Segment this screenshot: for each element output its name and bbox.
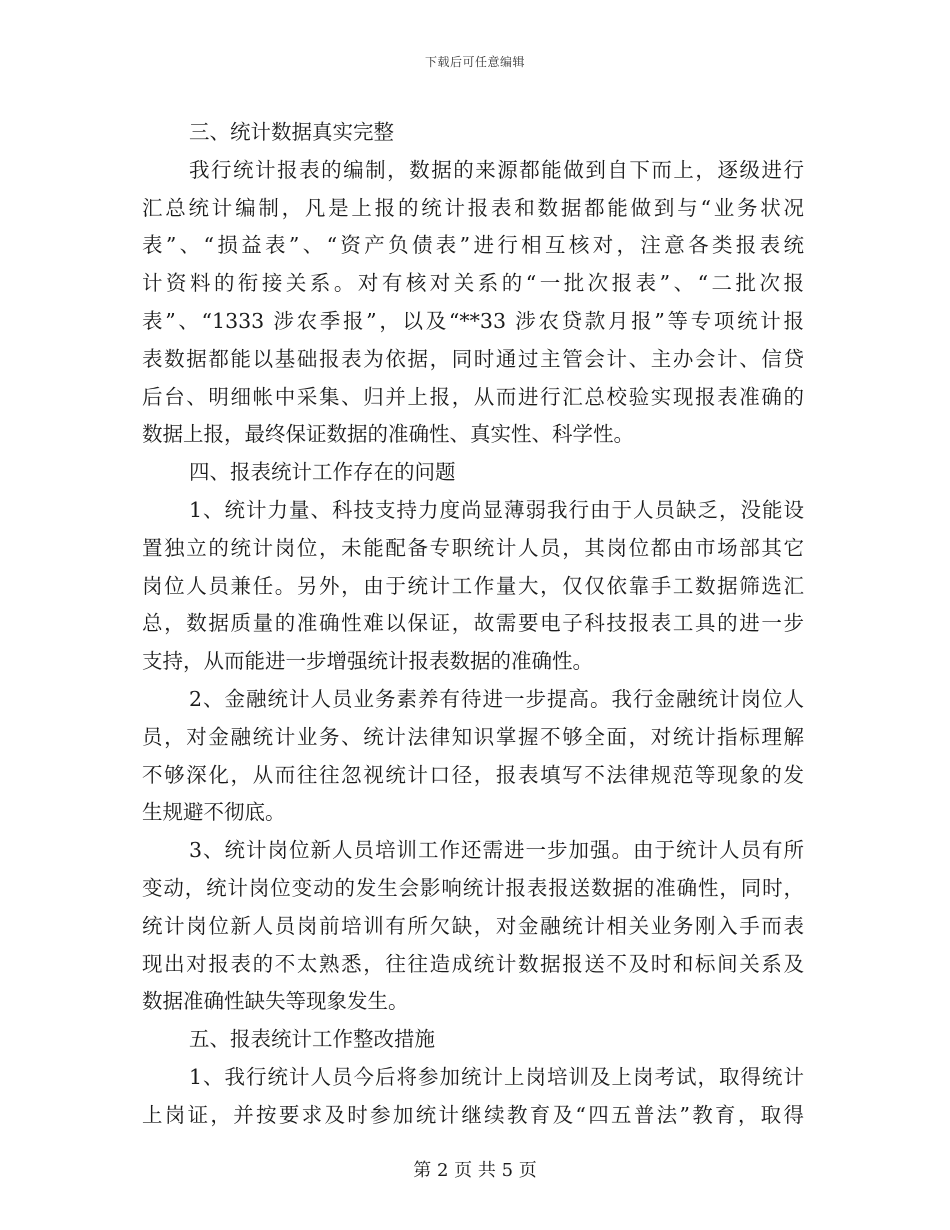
text-line: 计资料的衔接关系。对有核对关系的“一批次报表”、“二批次报	[142, 271, 804, 296]
text-line: 2、金融统计人员业务素养有待进一步提高。我行金融统计岗位人	[189, 686, 804, 711]
text-line: 生规避不彻底。	[142, 800, 286, 825]
text-line: 表数据都能以基础报表为依据，同时通过主管会计、主办会计、信贷	[142, 346, 804, 371]
text-line: 岗位人员兼任。另外，由于统计工作量大，仅仅依靠手工数据筛选汇	[142, 573, 804, 598]
text-line: 四、报表统计工作存在的问题	[189, 460, 456, 485]
text-line: 不够深化，从而往往忽视统计口径，报表填写不法律规范等现象的发	[142, 762, 804, 787]
page-footer: 第 2 页 共 5 页	[413, 1160, 537, 1181]
text-line: 统计岗位新人员岗前培训有所欠缺，对金融统计相关业务刚入手而表	[142, 913, 804, 938]
text-line: 五、报表统计工作整改措施	[189, 1027, 435, 1052]
text-line: 三、统计数据真实完整	[189, 120, 394, 144]
text-line: 置独立的统计岗位，未能配备专职统计人员，其岗位都由市场部其它	[142, 535, 804, 560]
text-line: 表”、“1333 涉农季报”，以及“**33 涉农贷款月报”等专项统计报	[142, 308, 804, 333]
text-line: 数据上报，最终保证数据的准确性、真实性、科学性。	[142, 422, 634, 447]
text-line: 汇总统计编制，凡是上报的统计报表和数据都能做到与“业务状况	[142, 195, 804, 220]
text-line: 变动，统计岗位变动的发生会影响统计报表报送数据的准确性，同时，	[142, 875, 804, 900]
text-line: 1、我行统计人员今后将参加统计上岗培训及上岗考试，取得统计	[189, 1064, 804, 1089]
text-line: 3、统计岗位新人员培训工作还需进一步加强。由于统计人员有所	[189, 838, 804, 863]
header-note: 下载后可任意编辑	[424, 55, 525, 69]
text-line: 数据准确性缺失等现象发生。	[142, 989, 409, 1014]
text-line: 我行统计报表的编制，数据的来源都能做到自下而上，逐级进行	[189, 157, 804, 182]
text-line: 后台、明细帐中采集、归并上报，从而进行汇总校验实现报表准确的	[142, 384, 804, 409]
text-line: 1、统计力量、科技支持力度尚显薄弱我行由于人员缺乏，没能设	[189, 497, 804, 522]
text-line: 员，对金融统计业务、统计法律知识掌握不够全面，对统计指标理解	[142, 724, 804, 749]
text-line: 上岗证，并按要求及时参加统计继续教育及“四五普法”教育，取得	[142, 1102, 804, 1127]
text-line: 总，数据质量的准确性难以保证，故需要电子科技报表工具的进一步	[142, 611, 804, 636]
document-body	[142, 114, 804, 1135]
text-line: 支持，从而能进一步增强统计报表数据的准确性。	[142, 649, 593, 674]
text-line: 现出对报表的不太熟悉，往往造成统计数据报送不及时和标间关系及	[142, 951, 804, 976]
text-line: 表”、“损益表”、“资产负债表”进行相互核对，注意各类报表统	[142, 233, 804, 258]
